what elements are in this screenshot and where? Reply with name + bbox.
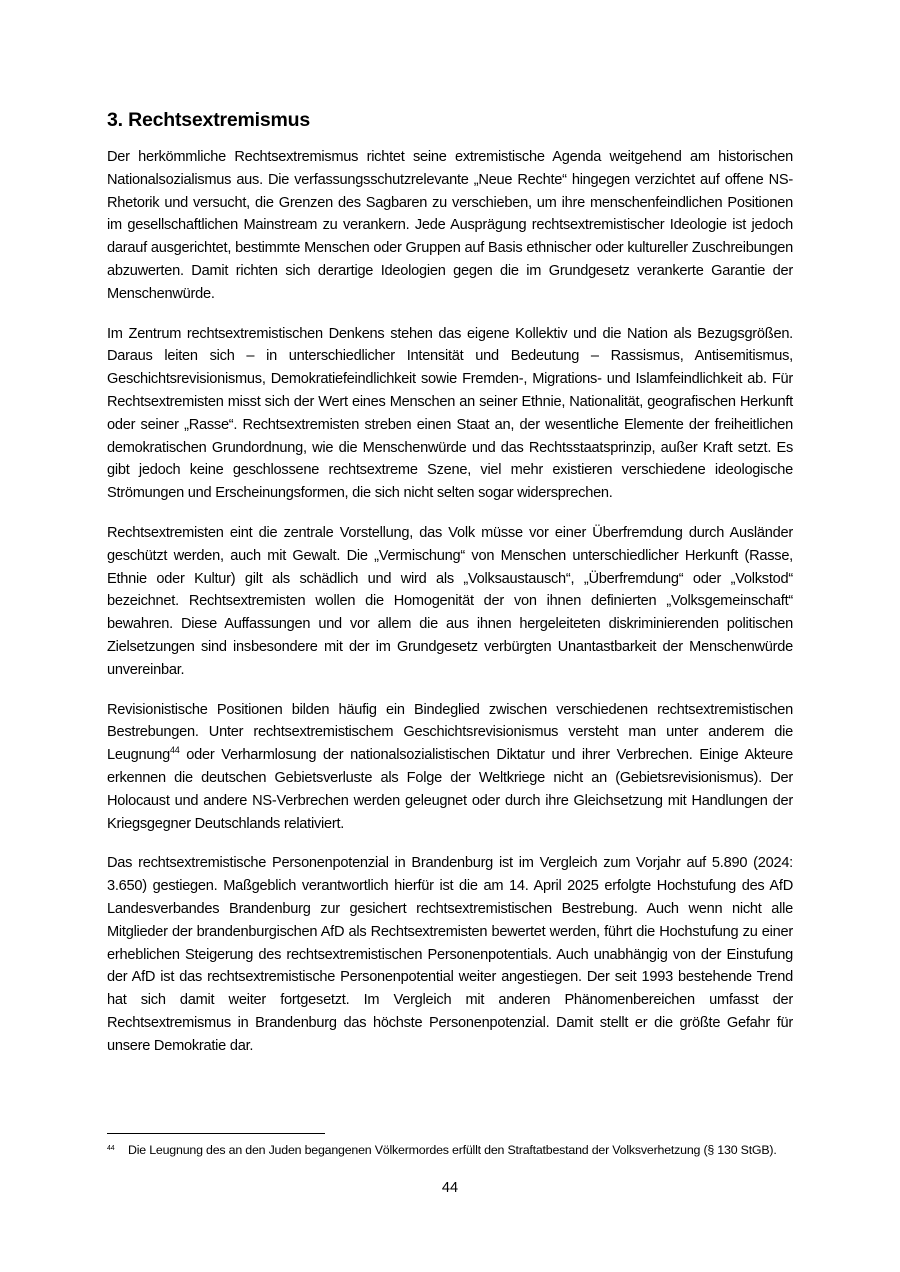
paragraph-3: Rechtsextremisten eint die zentrale Vorstellung, das Volk müsse vor einer Überfremdung durch Ausländer geschützt werden, auch mit Gewalt. Die „Vermischung“ von Menschen unterschiedlicher Herkunft (Rasse, Ethnie oder Kultur) gilt als schädlich und wird als „Volksaustausch“, „Überfremdung“ oder „Volkstod“ bezeichnet. Rechtsextremisten wollen die Homogenität der von ihnen definierten „Volksgemeinschaft“ bewahren. Diese Auffassungen und vor allem die aus ihnen hergeleiteten diskriminierenden politischen Zielsetzungen sind insbesondere mit der im Grundgesetz verbürgten Unantastbarkeit der Menschenwürde unvereinbar. [107,524,793,678]
footnote-text: Die Leugnung des an den Juden begangenen Völkermordes erfüllt den Straftatbestand der Volksverhetzung (§ 130 StGB). [128,1143,777,1157]
section-heading: 3. Rechtsextremismus [107,109,311,131]
paragraph-4-text-before-ref: Revisionistische Positionen bilden häufig ein Bindeglied zwischen verschiedenen rechtsextremistischen Bestrebungen. Unter rechtsextremistischem Geschichtsrevisionismus versteht man unter anderem die Leugnung [107,701,793,764]
paragraph-5: Das rechtsextremistische Personenpotenzial in Brandenburg ist im Vergleich zum Vorjahr auf 5.890 (2024: 3.650) gestiegen. Maßgeblich verantwortlich hierfür ist die am 14. April 2025 erfolgte Hochstufung des AfD Landesverbandes Brandenburg zur gesichert rechtsextremistischen Bestrebung. Auch wenn nicht alle Mitglieder der brandenburgischen AfD als Rechtsextremisten bewertet werden, führt die Hochstufung zu einer erheblichen Steigerung des rechtsextremistischen Personenpotentials. Auch unabhängig von der Einstufung der AfD ist das rechtsextremistische Personenpotential weiter angestiegen. Der seit 1993 bestehende Trend hat sich damit weiter fortgesetzt. Im Vergleich mit anderen Phänomenbereichen umfasst der Rechtsextremismus in Brandenburg das höchste Personenpotenzial. Damit stellt er die größte Gefahr für unsere Demokratie dar. [107,855,793,1054]
footnote-number: 44 [107,1145,115,1152]
paragraph-4 [107,699,793,836]
page-number: 44 [441,1180,459,1196]
section-body [107,146,793,1074]
footnote-reference[interactable]: 44 [169,745,180,756]
footnote-separator [107,1133,325,1134]
footnote [107,1141,793,1159]
paragraph-1: Der herkömmliche Rechtsextremismus richtet seine extremistische Agenda weitgehend am historischen Nationalsozialismus aus. Die verfassungsschutzrelevante „Neue Rechte“ hingegen verzichtet auf offene NS-Rhetorik und versucht, die Grenzen des Sagbaren zu verschieben, um ihre menschenfeindlichen Positionen im gesellschaftlichen Mainstream zu verankern. Jede Ausprägung rechtsextremistischer Ideologie ist jedoch darauf ausgerichtet, bestimmte Menschen oder Gruppen auf Basis ethnischer oder kultureller Zuschreibungen abzuwerten. Damit richten sich derartige Ideologien gegen die im Grundgesetz verankerte Garantie der Menschenwürde. [107,149,793,302]
paragraph-2: Im Zentrum rechtsextremistischen Denkens stehen das eigene Kollektiv und die Nation als Bezugsgrößen. Daraus leiten sich – in unterschiedlicher Intensität und Bedeutung – Rassismus, Antisemitismus, Geschichtsrevisionismus, Demokratiefeindlichkeit sowie Fremden-, Migrations- und Islamfeindlichkeit ab. Für Rechtsextremisten misst sich der Wert eines Menschen an seiner Ethnie, Nationalität, geografischen Herkunft oder seiner „Rasse“. Rechtsextremisten streben einen Staat an, der wesentliche Elemente der freiheitlichen demokratischen Grundordnung, wie die Menschenwürde und das Rechtsstaatsprinzip, außer Kraft setzt. Es gibt jedoch keine geschlossene rechtsextreme Szene, viel mehr existieren verschiedene ideologische Strömungen und Erscheinungsformen, die sich nicht selten sogar widersprechen. [107,325,793,502]
paragraph-4-text-after-ref: oder Verharmlosung der nationalsozialistischen Diktatur und ihrer Verbrechen. Einige Akteure erkennen die deutschen Gebietsverluste als Folge der Weltkriege nicht an (Gebietsrevisionismus). Der Holocaust und andere NS-Verbrechen werden geleugnet oder durch ihre Gleichsetzung mit Handlungen der Kriegsgegner Deutschlands relativiert. [107,747,793,832]
